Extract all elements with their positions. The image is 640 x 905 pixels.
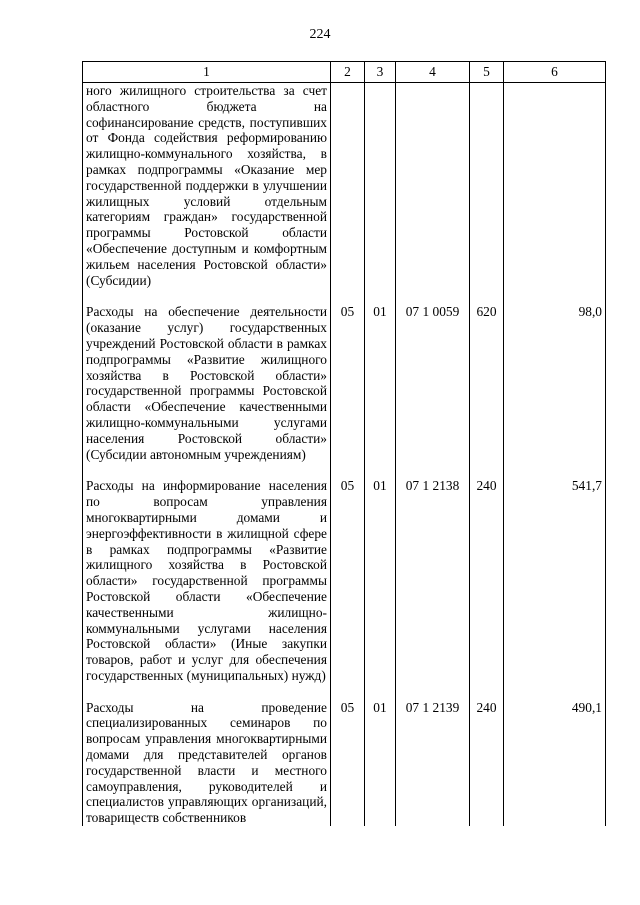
- row-subsection: [365, 83, 396, 289]
- table-header-row: [83, 62, 606, 83]
- row-target-article: 07 1 0059: [396, 288, 470, 462]
- column-header-amount: 6: [504, 62, 606, 83]
- row-amount: 490,1: [504, 684, 606, 826]
- row-amount: 98,0: [504, 288, 606, 462]
- row-expense-type: [470, 83, 504, 289]
- column-header-description: 1: [83, 62, 331, 83]
- row-amount: [504, 83, 606, 289]
- row-section: [331, 83, 365, 289]
- budget-table: [82, 61, 606, 826]
- row-target-article: 07 1 2138: [396, 462, 470, 683]
- table-row: [83, 288, 606, 462]
- table-row: [83, 684, 606, 826]
- column-header-subsection: 3: [365, 62, 396, 83]
- row-description: Расходы на обеспечение деятельности (оказание услуг) государственных учреждений Ростовской области в рамках подпрограммы «Развитие жилищного хозяйства в Ростовской области» государственной программы Ростовской области «Обеспечение качественными жилищно-коммунальными услугами населения Ростовской области» (Субсидии автономным учреждениям): [83, 288, 331, 462]
- row-subsection: 01: [365, 684, 396, 826]
- column-header-section: 2: [331, 62, 365, 83]
- row-description: ного жилищного строительства за счет областного бюджета на софинансирование средств, поступивших от Фонда содействия реформированию жилищно-коммунального хозяйства, в рамках подпрограммы «Оказание мер государственной поддержки в улучшении жилищных условий отдельным категориям граждан» государственной программы Ростовской области «Обеспечение доступным и комфортным жильем населения Ростовской области» (Субсидии): [83, 83, 331, 289]
- row-expense-type: 240: [470, 684, 504, 826]
- row-subsection: 01: [365, 288, 396, 462]
- row-subsection: 01: [365, 462, 396, 683]
- table-row: [83, 83, 606, 289]
- row-description: Расходы на проведение специализированных семинаров по вопросам управления многоквартирными домами для представителей органов государственной власти и местного самоуправления, руководителей и специалистов управляющих организаций, товариществ собственников: [83, 684, 331, 826]
- row-target-article: 07 1 2139: [396, 684, 470, 826]
- row-description: Расходы на информирование населения по вопросам управления многоквартирными домами и энергоэффективности в жилищной сфере в рамках подпрограммы «Развитие жилищного хозяйства в Ростовской области» государственной программы Ростовской области «Обеспечение качественными жилищно-коммунальными услугами населения Ростовской области» (Иные закупки товаров, работ и услуг для обеспечения государственных (муниципальных) нужд): [83, 462, 331, 683]
- row-amount: 541,7: [504, 462, 606, 683]
- column-header-target-article: 4: [396, 62, 470, 83]
- row-section: 05: [331, 288, 365, 462]
- page-number: 224: [309, 27, 331, 42]
- row-section: 05: [331, 462, 365, 683]
- column-header-expense-type: 5: [470, 62, 504, 83]
- table-row: [83, 462, 606, 683]
- row-expense-type: 240: [470, 462, 504, 683]
- row-expense-type: 620: [470, 288, 504, 462]
- row-target-article: [396, 83, 470, 289]
- row-section: 05: [331, 684, 365, 826]
